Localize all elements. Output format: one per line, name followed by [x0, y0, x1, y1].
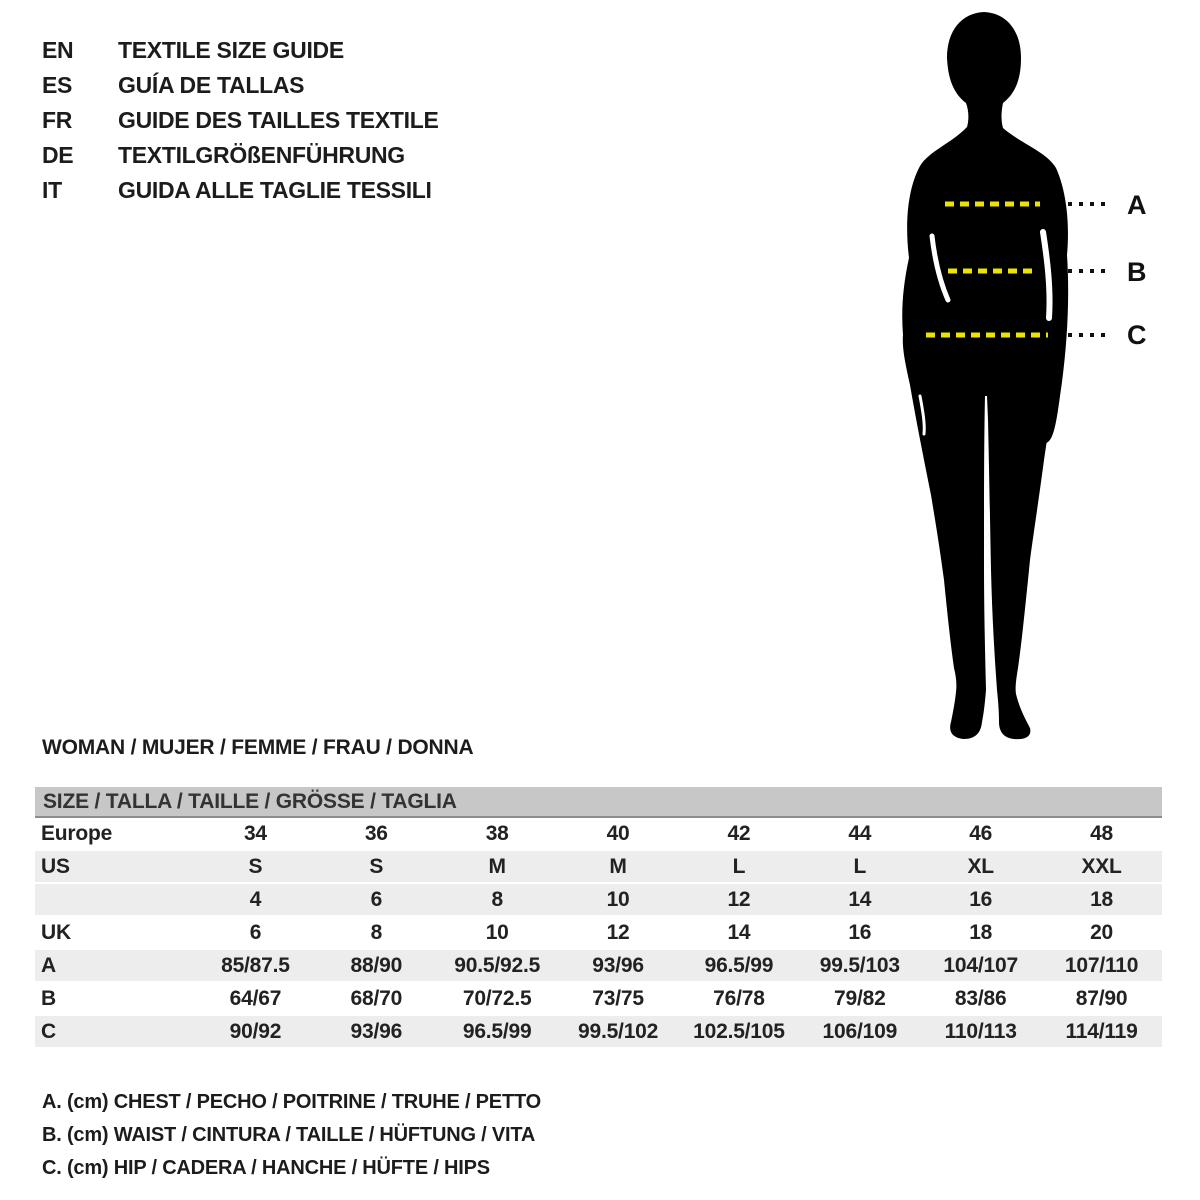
cell: 90/92 — [195, 1015, 316, 1047]
language-row-en — [42, 33, 439, 68]
cell: 36 — [364, 821, 388, 845]
language-title: TEXTILGRÖßENFÜHRUNG — [118, 142, 405, 168]
cell: 68/70 — [350, 986, 403, 1010]
cell: 85/87.5 — [195, 949, 316, 982]
cell: 14 — [727, 920, 751, 944]
cell: 104/107 — [920, 949, 1041, 982]
cell: 18 — [969, 920, 993, 944]
marker-label-a: A — [1127, 190, 1147, 220]
language-row-fr — [42, 103, 439, 138]
table-row-uk — [35, 916, 1162, 949]
cell: 70/72.5 — [462, 986, 532, 1010]
language-row-de — [42, 138, 439, 173]
cell: S — [316, 850, 437, 883]
language-code: EN — [42, 37, 74, 63]
row-label: A — [35, 949, 195, 982]
right-hand-gap — [1060, 398, 1063, 436]
cell: 106/109 — [799, 1015, 920, 1047]
cell: M — [437, 850, 558, 883]
table-row-us-numeric — [35, 883, 1162, 916]
language-title-list — [42, 33, 439, 208]
cell: 96.5/99 — [679, 949, 800, 982]
cell: 6 — [316, 883, 437, 916]
language-title: GUIDE DES TAILLES TEXTILE — [118, 107, 439, 133]
legend-line-waist: B. (cm) WAIST / CINTURA / TAILLE / HÜFTUNG / VITA — [42, 1124, 536, 1146]
row-label: C — [35, 1015, 195, 1047]
cell: S — [195, 850, 316, 883]
cell: XXL — [1041, 850, 1162, 883]
cell: 10 — [485, 920, 509, 944]
cell: 14 — [799, 883, 920, 916]
cell: 46 — [969, 821, 993, 845]
row-label: B — [41, 986, 56, 1010]
legend-line-hip: C. (cm) HIP / CADERA / HANCHE / HÜFTE / HIPS — [42, 1157, 490, 1179]
cell: 16 — [848, 920, 872, 944]
table-row-us — [35, 850, 1162, 883]
cell: 8 — [370, 920, 383, 944]
cell: 99.5/102 — [558, 1015, 679, 1047]
language-code: FR — [42, 107, 73, 133]
cell: 76/78 — [713, 986, 765, 1010]
cell: 18 — [1041, 883, 1162, 916]
cell: L — [679, 850, 800, 883]
language-code: IT — [42, 177, 62, 203]
cell: 6 — [249, 920, 262, 944]
cell: 83/86 — [954, 986, 1007, 1010]
language-code: DE — [42, 142, 74, 168]
measurement-legend — [42, 1086, 541, 1185]
cell: 93/96 — [558, 949, 679, 982]
cell: 79/82 — [834, 986, 886, 1010]
table-row-hip — [35, 1015, 1162, 1047]
language-row-es — [42, 68, 439, 103]
size-table — [35, 787, 1162, 1047]
size-table-header: SIZE / TALLA / TAILLE / GRÖSSE / TAGLIA — [35, 787, 1162, 817]
cell: 87/90 — [1075, 986, 1128, 1010]
row-label: Europe — [41, 821, 113, 845]
marker-label-b: B — [1127, 257, 1147, 287]
legend-line-chest: A. (cm) CHEST / PECHO / POITRINE / TRUHE / PETTO — [42, 1091, 541, 1113]
cell: 4 — [195, 883, 316, 916]
cell: 40 — [606, 821, 630, 845]
size-table-header-row — [35, 787, 1162, 817]
language-title: GUIDA ALLE TAGLIE TESSILI — [118, 177, 432, 203]
table-row-europe — [35, 817, 1162, 850]
language-title: GUÍA DE TALLAS — [118, 72, 305, 98]
cell: 102.5/105 — [679, 1015, 800, 1047]
cell: 99.5/103 — [799, 949, 920, 982]
language-row-it — [42, 173, 439, 208]
language-code: ES — [42, 72, 73, 98]
cell: 16 — [920, 883, 1041, 916]
table-row-chest — [35, 949, 1162, 982]
measurement-figure — [880, 0, 1200, 760]
cell: 8 — [437, 883, 558, 916]
cell: 90.5/92.5 — [437, 949, 558, 982]
gender-section-title: WOMAN / MUJER / FEMME / FRAU / DONNA — [42, 736, 474, 759]
row-label — [35, 883, 195, 916]
cell: 42 — [727, 821, 751, 845]
cell: 12 — [606, 920, 630, 944]
cell: L — [799, 850, 920, 883]
cell: XL — [920, 850, 1041, 883]
cell: 114/119 — [1041, 1015, 1162, 1047]
cell: 96.5/99 — [437, 1015, 558, 1047]
cell: 10 — [558, 883, 679, 916]
cell: 48 — [1090, 821, 1114, 845]
cell: 107/110 — [1041, 949, 1162, 982]
cell: 34 — [243, 821, 267, 845]
woman-silhouette-icon — [880, 0, 1200, 760]
cell: 110/113 — [920, 1015, 1041, 1047]
cell: 20 — [1090, 920, 1114, 944]
language-title: TEXTILE SIZE GUIDE — [118, 37, 344, 63]
cell: 44 — [848, 821, 872, 845]
cell: 73/75 — [592, 986, 644, 1010]
cell: M — [558, 850, 679, 883]
row-label: US — [35, 850, 195, 883]
marker-label-c: C — [1127, 320, 1147, 350]
cell: 38 — [485, 821, 509, 845]
cell: 93/96 — [316, 1015, 437, 1047]
cell: 64/67 — [229, 986, 282, 1010]
cell: 88/90 — [316, 949, 437, 982]
cell: 12 — [679, 883, 800, 916]
row-label: UK — [41, 920, 71, 944]
table-row-waist — [35, 982, 1162, 1015]
